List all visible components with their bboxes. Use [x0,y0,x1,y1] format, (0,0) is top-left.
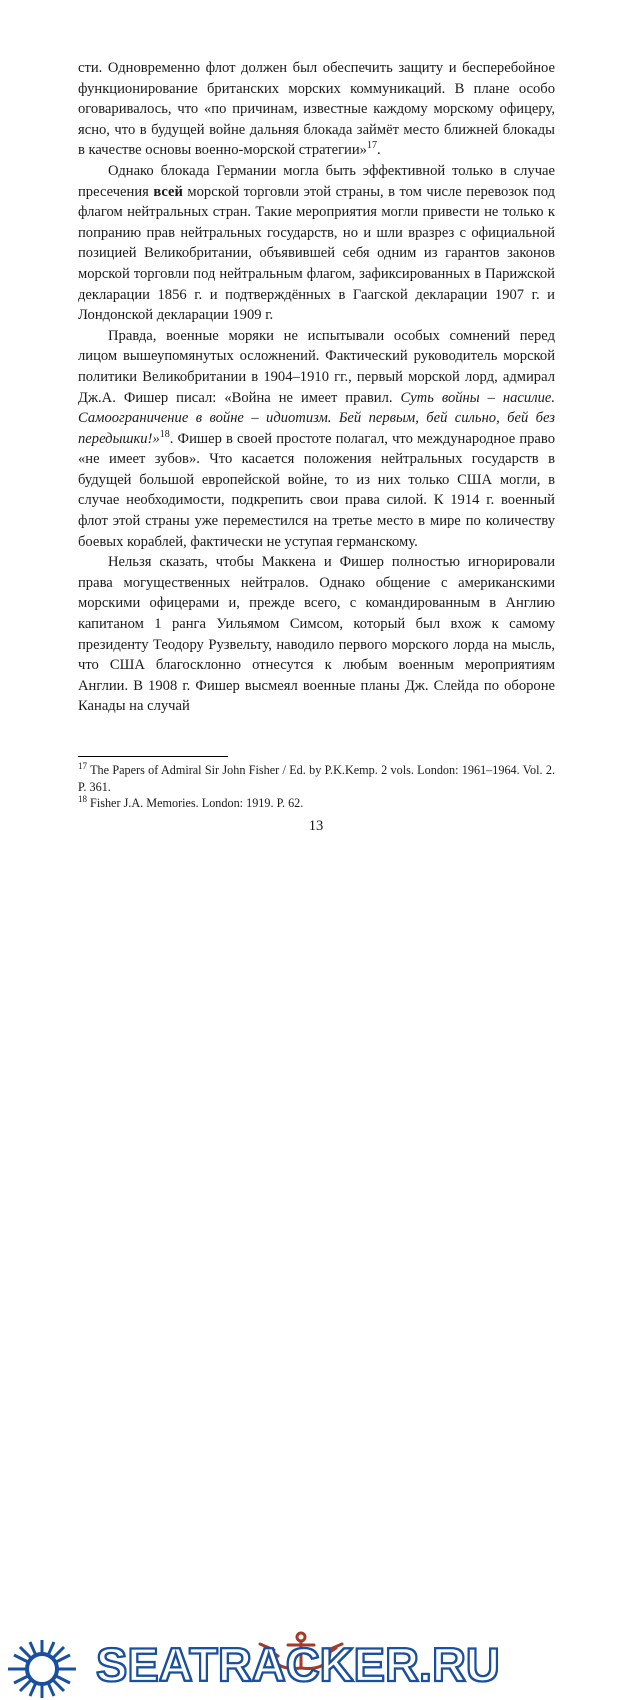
footnote-18 [78,795,555,812]
body-text [78,58,555,717]
sun-icon [6,1638,78,1700]
footnote-number: 17 [78,760,87,771]
paragraph-1: сти. Одновременно флот должен был обеспечить защиту и бесперебойное функционирование британских морских коммуникаций. В плане особо оговаривалось, что «по причинам, известные каждому морскому офицеру, ясно, что в будущей войне дальняя блокада займёт место ближней блокады в качестве основы военно-морской стратегии»$^{17}$. [78,60,555,159]
page-number: 13 [308,818,324,834]
quote-fisher: Суть войны – насилие. Самоограничение в войне – идиотизм. Бей первым, бей сильно, бей без передышки!» [78,389,555,447]
footnote-ref-17[interactable]: 17 [366,140,377,152]
footnote-text: The Papers of Admiral Sir John Fisher / Ed. by P.K.Kemp. 2 vols. London: 1961–1964. Vol. 2. P. 361. [78,763,555,794]
footnote-text: Fisher J.A. Memories. London: 1919. P. 62. [90,796,304,810]
footnote-ref-18[interactable]: 18 [159,428,170,440]
watermark-text: SEATRACKER.RU [96,1638,500,1691]
paragraph-2: Однако блокада Германии могла быть эффективной только в случае пресечения всей морской торговли этой страны, в том числе перевозок под флагом нейтральных стран. Такие мероприятия могли привести не только к попранию прав нейтральных государств, но и шли вразрез с официальной позицией Великобритании, объявившей себя одним из гарантов законов морской торговли под нейтральным флагом, зафиксированных в Парижской декларации 1856 г. и подтверждённых в Гаагской декларации 1907 г. и Лондонской декларации 1909 г. [78,162,555,324]
paragraph-3: Правда, военные моряки не испытывали особых сомнений перед лицом вышеупомянутых осложнений. Фактический руководитель морской политики Великобритании в 1904–1910 гг., первый морской лорд, адмирал Дж.А. Фишер писал: «Война не имеет правил. Суть войны – насилие. Самоограничение в войне – идиотизм. Бей первым, бей сильно, бей без передышки!»$^{18}$. Фишер в своей простоте полагал, что международное право «не имеет зубов». Что касается положения нейтральных государств в будущей большой европейской войне, то из них только США могли, в случае необходимости, подкрепить свои права силой. К 1914 г. военный флот этой страны уже переместился на третье место в мире по количеству боевых кораблей, фактически не уступая германскому. [78,327,555,550]
paragraph-4: Нельзя сказать, чтобы Маккена и Фишер полностью игнорировали права могущественных нейтралов. Однако общение с американскими морскими офицерами и, прежде всего, с командированным в Англию капитаном 1 ранга Уильямом Симсом, который был вхож к самому президенту Теодору Рузвельту, наводило первого морского лорда на мысль, что США благосклонно отнесутся к любым военным мероприятиям Англии. В 1908 г. Фишер высмеял военные планы Дж. Слейда по обороне Канады на случай [78,554,555,715]
footnote-number: 18 [78,793,87,804]
footnote-17 [78,762,555,795]
emphasis-vsey: всей [153,183,183,200]
footnotes [78,762,555,812]
footnote-separator [78,756,228,757]
anchor-icon [258,1630,344,1672]
